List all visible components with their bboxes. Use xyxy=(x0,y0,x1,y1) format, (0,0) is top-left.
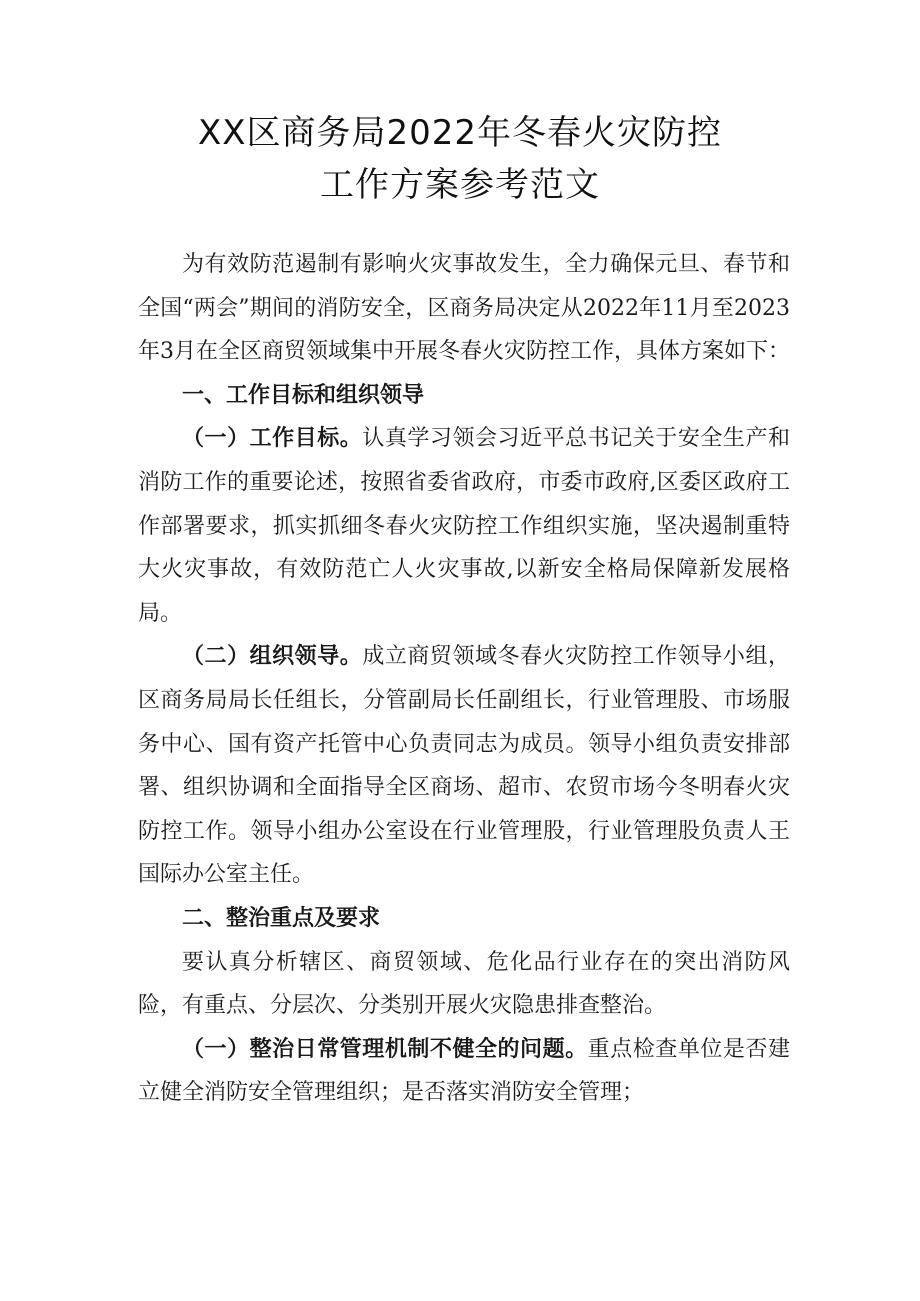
section-1-heading: 一、工作目标和组织领导 xyxy=(182,382,425,408)
section-2-heading: 二、整治重点及要求 xyxy=(182,905,381,931)
section-2-item-1 xyxy=(138,1028,790,1115)
intro-paragraph: 为有效防范遏制有影响火灾事故发生，全力确保元旦、春节和全国“两会”期间的消防安全，区商务局决定从2022年11月至2023年3月在全区商贸领域集中开展冬春火灾防控工作，具体方案如下： xyxy=(138,252,790,365)
section-1-item-1-lead: （一）工作目标。 xyxy=(182,426,363,452)
section-1-item-2-lead: （二）组织领导。 xyxy=(182,644,363,670)
section-2-item-1-text: 重点检查单位是否建立健全消防安全管理组织；是否落实消防安全管理； xyxy=(138,1036,790,1106)
section-2-item-1-lead: （一）整治日常管理机制不健全的问题。 xyxy=(182,1036,588,1062)
section-1-item-2-text: 成立商贸领域冬春火灾防控工作领导小组，区商务局局长任组长，分管副局长任副组长，行业管理股、市场服务中心、国有资产托管中心负责同志为成员。领导小组负责安排部署、组织协调和全面指导全区商场、超市、农贸市场今冬明春火灾防控工作。领导小组办公室设在行业管理股，行业管理股负责人王国际办公室主任。 xyxy=(138,644,790,888)
document-title-line-2: 工作方案参考范文 xyxy=(320,165,600,205)
section-2-intro: 要认真分析辖区、商贸领域、危化品行业存在的突出消防风险，有重点、分层次、分类别开展火灾隐患排查整治。 xyxy=(138,949,790,1019)
section-1-item-1 xyxy=(138,417,790,635)
section-1-item-1-text: 认真学习领会习近平总书记关于安全生产和消防工作的重要论述，按照省委省政府，市委市政府,区委区政府工作部署要求，抓实抓细冬春火灾防控工作组织实施，坚决遏制重特大火灾事故，有效防范亡人火灾事故,以新安全格局保障新发展格局。 xyxy=(138,426,790,626)
section-1-item-2 xyxy=(138,635,790,897)
document-title-line-1: XX区商务局2022年冬春火灾防控 xyxy=(197,113,723,153)
document-body xyxy=(138,243,790,1115)
